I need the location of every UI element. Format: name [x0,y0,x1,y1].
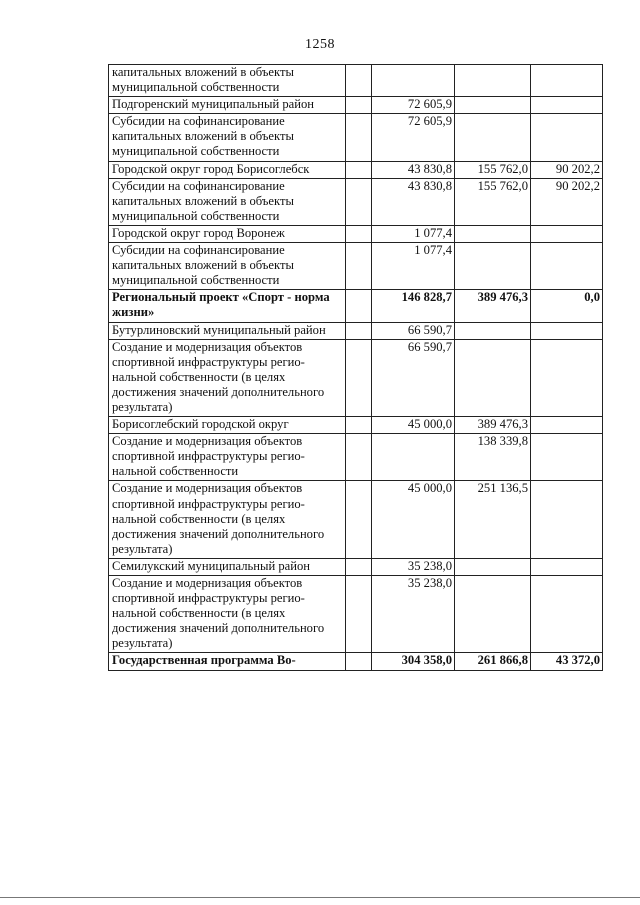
table-row [109,161,603,178]
row-value-cell-1: 43 830,8 [372,161,455,178]
row-empty-cell [346,322,372,339]
row-empty-cell [346,178,372,225]
row-empty-cell [346,243,372,290]
row-empty-cell [346,434,372,481]
row-value-cell-3 [531,243,603,290]
row-value-cell-2 [455,243,531,290]
row-label-cell: Семилукский муниципальный район [109,558,346,575]
table-row [109,576,603,653]
row-value-cell-1: 72 605,9 [372,114,455,161]
row-empty-cell [346,97,372,114]
row-value-cell-3 [531,225,603,242]
row-value-cell-3: 90 202,2 [531,178,603,225]
row-value-cell-3 [531,481,603,558]
row-empty-cell [346,558,372,575]
row-empty-cell [346,290,372,322]
row-value-cell-2 [455,65,531,97]
row-value-cell-2 [455,339,531,416]
table-row [109,558,603,575]
budget-table [108,64,603,671]
row-label-cell: капитальных вложений в объекты муниципальной собственности [109,65,346,97]
row-empty-cell [346,481,372,558]
row-value-cell-1: 35 238,0 [372,576,455,653]
row-label-cell: Субсидии на софинансирование капитальных вложений в объекты муниципальной собственности [109,243,346,290]
row-label-cell: Подгоренский муниципальный район [109,97,346,114]
row-value-cell-2 [455,114,531,161]
row-value-cell-2: 389 476,3 [455,417,531,434]
row-value-cell-1: 1 077,4 [372,225,455,242]
row-value-cell-1: 304 358,0 [372,653,455,670]
table-row [109,225,603,242]
row-empty-cell [346,576,372,653]
row-value-cell-3 [531,339,603,416]
row-empty-cell [346,114,372,161]
table-row [109,339,603,416]
table-row [109,97,603,114]
row-value-cell-3: 43 372,0 [531,653,603,670]
table-row [109,481,603,558]
row-empty-cell [346,161,372,178]
table-row [109,434,603,481]
page-number: 1258 [305,37,335,52]
row-label-cell: Создание и модернизация объектов спортивной инфраструктуры региональной собственности [109,434,346,481]
row-value-cell-2: 155 762,0 [455,161,531,178]
row-label-cell: Городской округ город Борисоглебск [109,161,346,178]
row-value-cell-2 [455,558,531,575]
row-value-cell-2: 155 762,0 [455,178,531,225]
row-label-cell: Создание и модернизация объектов спортивной инфраструктуры региональной собственности (в целях достижения значений дополнительного результата) [109,481,346,558]
row-value-cell-3 [531,576,603,653]
row-empty-cell [346,417,372,434]
row-value-cell-1: 43 830,8 [372,178,455,225]
row-label-cell: Субсидии на софинансирование капитальных вложений в объекты муниципальной собственности [109,178,346,225]
row-value-cell-1: 72 605,9 [372,97,455,114]
row-value-cell-3: 90 202,2 [531,161,603,178]
table-row [109,65,603,97]
row-value-cell-2: 251 136,5 [455,481,531,558]
row-value-cell-1 [372,65,455,97]
row-value-cell-3 [531,65,603,97]
row-value-cell-1: 35 238,0 [372,558,455,575]
row-label-cell: Создание и модернизация объектов спортивной инфраструктуры региональной собственности (в целях достижения значений дополнительного результата) [109,576,346,653]
row-empty-cell [346,653,372,670]
table-row [109,290,603,322]
row-value-cell-2 [455,97,531,114]
row-label-cell: Городской округ город Воронеж [109,225,346,242]
row-value-cell-1: 45 000,0 [372,481,455,558]
table-row [109,114,603,161]
table-row [109,322,603,339]
table-row [109,653,603,670]
row-label-cell: Государственная программа Во- [109,653,346,670]
row-value-cell-3 [531,558,603,575]
row-value-cell-2 [455,225,531,242]
row-value-cell-3 [531,97,603,114]
row-value-cell-1: 1 077,4 [372,243,455,290]
table-row [109,243,603,290]
row-value-cell-1: 45 000,0 [372,417,455,434]
budget-table-body [109,65,603,671]
row-label-cell: Создание и модернизация объектов спортивной инфраструктуры региональной собственности (в целях достижения значений дополнительного результата) [109,339,346,416]
row-value-cell-3 [531,114,603,161]
row-value-cell-1: 66 590,7 [372,322,455,339]
table-row [109,417,603,434]
row-value-cell-2 [455,322,531,339]
row-empty-cell [346,339,372,416]
row-label-cell: Региональный проект «Спорт - норма жизни» [109,290,346,322]
row-value-cell-3 [531,322,603,339]
row-value-cell-3 [531,434,603,481]
row-value-cell-2: 261 866,8 [455,653,531,670]
row-label-cell: Борисоглебский городской округ [109,417,346,434]
row-value-cell-2: 138 339,8 [455,434,531,481]
page-bottom-rule [0,897,640,898]
row-empty-cell [346,225,372,242]
row-label-cell: Субсидии на софинансирование капитальных вложений в объекты муниципальной собственности [109,114,346,161]
row-value-cell-1: 66 590,7 [372,339,455,416]
row-label-cell: Бутурлиновский муниципальный район [109,322,346,339]
row-value-cell-1: 146 828,7 [372,290,455,322]
row-value-cell-3: 0,0 [531,290,603,322]
row-empty-cell [346,65,372,97]
row-value-cell-3 [531,417,603,434]
table-row [109,178,603,225]
row-value-cell-2: 389 476,3 [455,290,531,322]
row-value-cell-2 [455,576,531,653]
row-value-cell-1 [372,434,455,481]
